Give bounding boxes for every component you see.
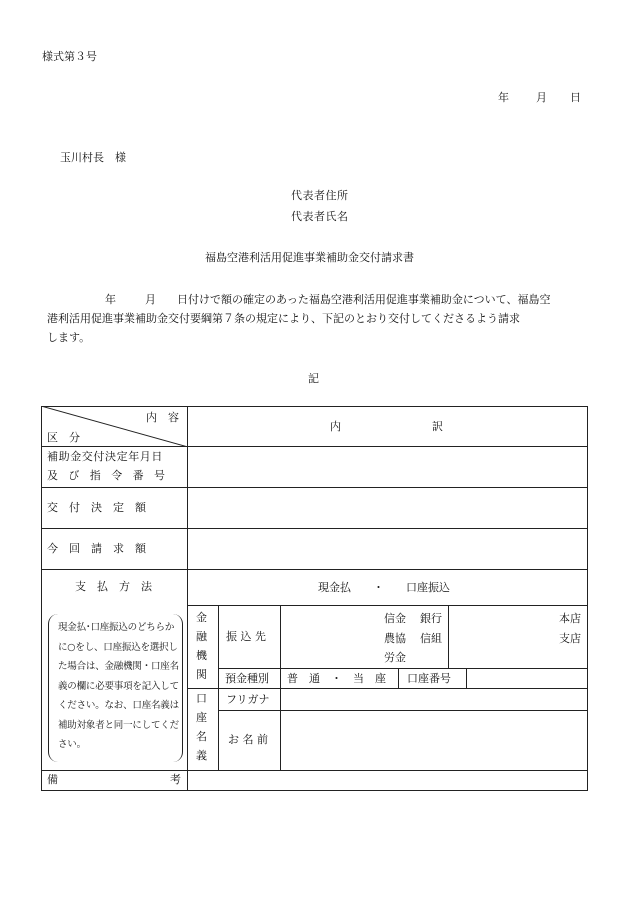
bank-type-shinso: 信組	[420, 632, 442, 645]
date-year: 年	[498, 91, 509, 104]
deposit-type-label: 預金種別	[225, 672, 269, 685]
date-month: 月	[536, 91, 547, 104]
representative-address-label: 代表者住所	[291, 189, 349, 202]
body-month: 月	[145, 293, 156, 306]
table-line	[41, 406, 42, 791]
table-line	[41, 528, 588, 529]
ki-label: 記	[308, 372, 319, 385]
table-line	[41, 790, 588, 791]
table-line	[398, 668, 399, 689]
row-payment-method: 支 払 方 法	[75, 580, 152, 593]
name-label: お 名 前	[228, 733, 268, 746]
branch-type-honten: 本店	[559, 612, 581, 625]
table-line	[187, 406, 188, 791]
document-title: 福島空港利活用促進事業補助金交付請求書	[205, 251, 414, 264]
row-decision-date-2: 及 び 指 令 番 号	[47, 469, 165, 482]
table-line	[587, 406, 588, 791]
row-decision-date-1: 補助金交付決定年月日	[47, 450, 163, 463]
header-uchiwake-2: 訳	[432, 420, 443, 433]
row-decision-amount: 交 付 決 定 額	[47, 501, 146, 514]
bank-type-nokyo: 農協	[384, 632, 406, 645]
table-line	[448, 605, 449, 669]
body-line1: 日付けで額の確定のあった福島空港利活用促進事業補助金について、福島空	[177, 293, 551, 306]
header-kubun: 区 分	[47, 431, 80, 444]
furigana-label: フリガナ	[226, 693, 270, 706]
payment-note: 現金払･口座振込のどちらかに○をし、口座振込を選択した場合は、金融機関・口座名義の欄に必要事項を記入してください。なお、口座名義は補助対象者と同一にしてください。	[58, 622, 179, 750]
table-line	[218, 688, 588, 689]
bank-type-shinkin: 信金	[384, 612, 406, 625]
account-number-label: 口座番号	[407, 672, 451, 685]
koza-meigi-label: 口座名義	[196, 692, 207, 762]
table-line	[41, 569, 588, 570]
table-line	[466, 668, 467, 689]
row-request-amount: 今 回 請 求 額	[47, 542, 146, 555]
addressee: 玉川村長 様	[60, 151, 126, 164]
bank-type-rokin: 労金	[384, 651, 406, 664]
kinyu-kikan-label: 金融機関	[196, 611, 207, 681]
form-number: 様式第３号	[42, 50, 97, 63]
table-line	[41, 770, 588, 771]
remarks-label-2: 考	[170, 773, 181, 786]
payment-options: 現金払 ・ 口座振込	[318, 581, 450, 594]
header-naiyou: 内 容	[146, 411, 179, 424]
table-line	[218, 710, 588, 711]
remarks-label-1: 備	[47, 773, 58, 786]
branch-type-shiten: 支店	[559, 632, 581, 645]
table-line	[41, 487, 588, 488]
body-line2: 港利活用促進事業補助金交付要綱第７条の規定により、下記のとおり交付してくださるよう請求	[47, 312, 520, 325]
table-line	[187, 605, 588, 606]
date-day: 日	[570, 91, 581, 104]
body-line3: します。	[47, 331, 91, 344]
deposit-options: 普 通 ・ 当 座	[287, 672, 386, 685]
representative-name-label: 代表者氏名	[291, 210, 349, 223]
header-uchiwake-1: 内	[330, 420, 341, 433]
table-line	[218, 668, 588, 669]
furikomisaki-label: 振 込 先	[226, 630, 266, 643]
body-year: 年	[105, 293, 116, 306]
bank-type-ginko: 銀行	[420, 612, 442, 625]
